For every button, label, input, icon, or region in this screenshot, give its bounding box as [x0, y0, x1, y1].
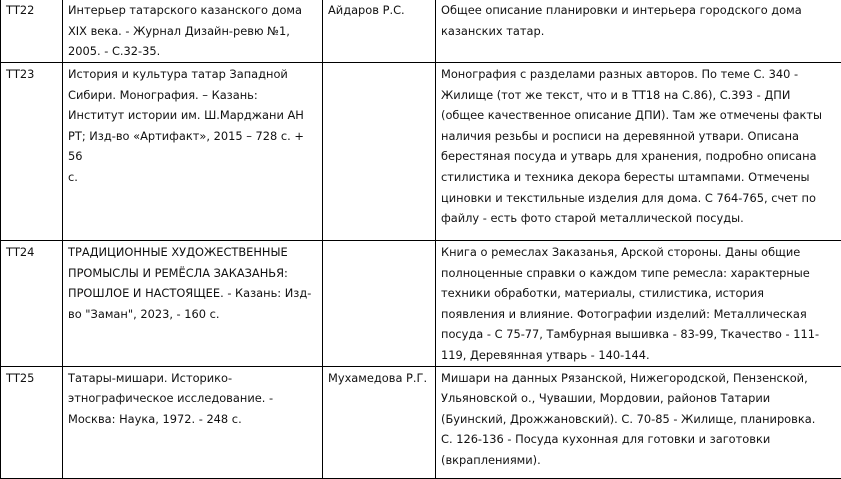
description-line: полноценные справки о каждом типе ремесла: характерные	[441, 266, 810, 280]
table-row	[1, 366, 841, 478]
description-line: техники обработки, материалы, стилистика, история	[441, 286, 764, 300]
source-title-cell	[63, 0, 323, 63]
source-title-line: Москва: Наука, 1972. - 248 с.	[68, 412, 242, 426]
description-line: Книга о ремеслах Заказанья, Арской стороны. Даны общие	[441, 245, 800, 259]
source-title-line: Интерьер татарского казанского дома	[68, 3, 302, 17]
description-line: Мишари на данных Рязанской, Нижегородской, Пензенской,	[441, 371, 808, 385]
entry-id-cell	[1, 241, 63, 367]
author-cell	[323, 241, 436, 367]
description-line: Жилище (тот же текст, что и в ТТ18 на С.86), С.393 - ДПИ	[441, 88, 790, 102]
description-line: казанских татар.	[441, 24, 544, 38]
table-body	[1, 0, 841, 478]
source-title-line: РТ; Изд-во «Артифакт», 2015 – 728 с. + 56	[68, 129, 304, 164]
source-title-line: Татары-мишари. Историко-	[68, 371, 232, 385]
author-name: Мухамедова Р.Г.	[328, 371, 427, 385]
table-row	[1, 63, 841, 241]
description-cell	[436, 0, 841, 63]
source-title-line: Институт истории им. Ш.Марджани АН	[68, 108, 304, 122]
entry-id: ТТ23	[6, 67, 34, 81]
description-line: берестяная посуда и утварь для хранения, подробно описана	[441, 149, 817, 163]
description-line: стилистика и техника декора бересты штампами. Отмечены	[441, 170, 810, 184]
source-title-cell	[63, 241, 323, 367]
description-line: С. 126-136 - Посуда кухонная для готовки и заготовки	[441, 432, 770, 446]
entry-id-cell	[1, 366, 63, 478]
description-line: файлу - есть фото старой металлической посуды.	[441, 211, 744, 225]
description-line: циновки и текстильные изделия для дома. С 764-765, счет по	[441, 191, 816, 205]
entry-id-cell	[1, 0, 63, 63]
source-title-line: этнографическое исследование. -	[68, 391, 273, 405]
entry-id: ТТ25	[6, 371, 34, 385]
description-line: (вкраплениями).	[441, 453, 541, 467]
entry-id: ТТ22	[6, 3, 34, 17]
source-title-line: ПРОШЛОЕ И НАСТОЯЩЕЕ. - Казань: Изд-	[68, 286, 311, 300]
description-line: (общее качественное описание ДПИ). Там же отмечены факты	[441, 108, 822, 122]
entry-id: ТТ24	[6, 245, 34, 259]
description-line: Монография с разделами разных авторов. По теме С. 340 -	[441, 67, 798, 81]
source-title-line: с.	[68, 170, 78, 184]
author-cell	[323, 0, 436, 63]
source-title-line: ПРОМЫСЛЫ И РЕМЁСЛА ЗАКАЗАНЬЯ:	[68, 266, 288, 280]
entry-id-cell	[1, 63, 63, 241]
author-cell	[323, 63, 436, 241]
description-cell	[436, 63, 841, 241]
author-cell	[323, 366, 436, 478]
source-title-line: ТРАДИЦИОННЫЕ ХУДОЖЕСТВЕННЫЕ	[68, 245, 288, 259]
description-cell	[436, 366, 841, 478]
description-line: появления и влияние. Фотографии изделий: Металлическая	[441, 307, 807, 321]
description-line: наличия резьбы и росписи на деревянной утвари. Описана	[441, 129, 799, 143]
source-title-cell	[63, 366, 323, 478]
author-name: Айдаров Р.С.	[328, 3, 405, 17]
source-title-line: XIX века. - Журнал Дизайн-ревю №1,	[68, 24, 290, 38]
source-title-line: 2005. - С.32-35.	[68, 44, 160, 58]
description-line: Ульяновской о., Чувашии, Мордовии, районов Татарии	[441, 391, 770, 405]
source-title-line: История и культура татар Западной	[68, 67, 288, 81]
source-title-line: Сибири. Монография. – Казань:	[68, 88, 258, 102]
source-title-line: во "Заман", 2023, - 160 с.	[68, 307, 220, 321]
description-cell	[436, 241, 841, 367]
description-line: Общее описание планировки и интерьера городского дома	[441, 3, 802, 17]
table-row	[1, 241, 841, 367]
description-line: (Буинский, Дрожжановский). С. 70-85 - Жилище, планировка.	[441, 412, 815, 426]
table-row	[1, 0, 841, 63]
description-line: посуда - С 75-77, Тамбурная вышивка - 83-99, Ткачество - 111-	[441, 327, 819, 341]
description-line: 119, Деревянная утварь - 140-144.	[441, 348, 650, 362]
source-title-cell	[63, 63, 323, 241]
